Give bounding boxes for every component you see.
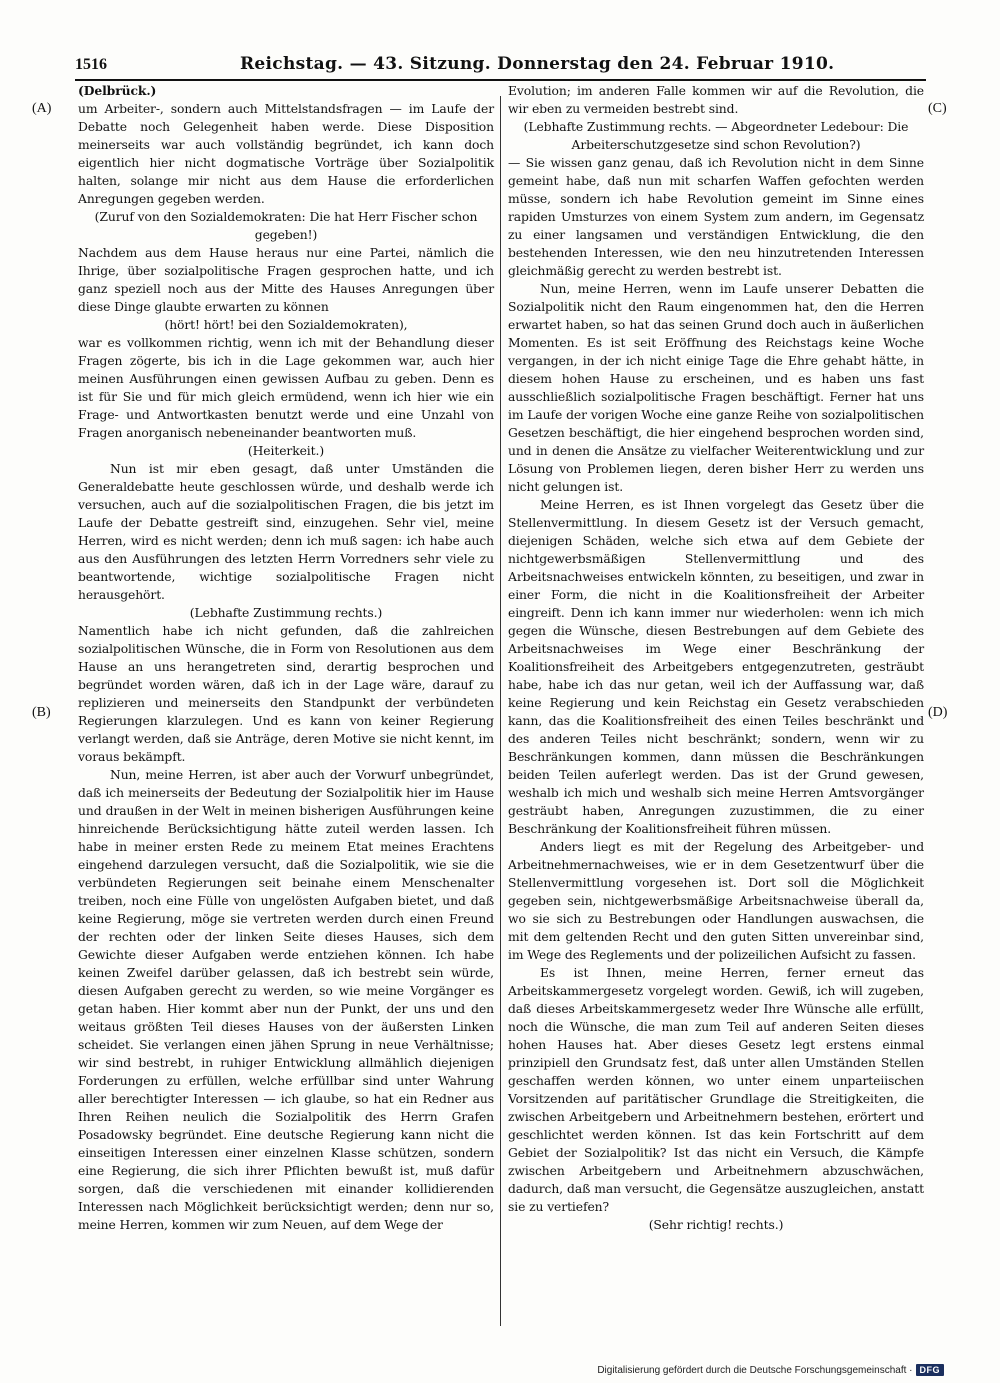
dfg-logo-icon: DFG <box>916 1364 945 1376</box>
column-divider <box>500 96 501 1326</box>
page-header <box>75 52 926 78</box>
page-number: 1516 <box>75 56 107 73</box>
interjection: (hört! hört! bei den Sozialdemokraten), <box>164 318 408 332</box>
header-rule <box>75 79 926 81</box>
paragraph: Nachdem aus dem Hause heraus nur eine Partei, nämlich die Ihrige, über sozialpolitische Fragen gesprochen hatte, und ich ganz speziell noch aus der Mitte des Hauses Anregungen über diese Dinge glaubte erwarten zu können <box>78 246 494 314</box>
speaker-tag: (Delbrück.) <box>78 83 157 98</box>
paragraph: Es ist Ihnen, meine Herren, ferner erneut das Arbeitskammergesetz vorgelegt worden. Gewiß, ich will zugeben, daß dieses Arbeitskammergesetz weder Ihre Wünsche alle erfüllt, noch die Wünsche, die man zum Teil auf anderen Seiten dieses hohen Hauses hat. Aber dieses Gesetz legt erstens einmal prinzipiell den Grundsatz fest, daß unter allen Umständen Stellen geschaffen werden können, wo unter einem unparteiischen Vorsitzenden auf paritätischer Grundlage die Streitigkeiten, die zwischen Arbeitgebern und Arbeitnehmern bestehen, erörtert und geschlichtet werden können. Ist das kein Fortschritt auf dem Gebiet der Sozialpolitik? Ist das nicht ein Versuch, die Kämpfe zwischen Arbeitgebern und Arbeitnehmern abzuschwächen, dadurch, daß man versucht, die Gegensätze auszugleichen, anstatt sie zu vertiefen? <box>508 966 924 1214</box>
digitization-credit <box>597 1364 944 1376</box>
left-column <box>78 82 494 1234</box>
paragraph: Nun, meine Herren, wenn im Laufe unserer Debatten die Sozialpolitik nicht den Raum eingenommen hat, den die Herren erwartet haben, so hat das seinen Grund doch auch in äußerlichen Momenten. Es ist seit Eröffnung des Reichstags keine Woche vergangen, in der ich nicht einige Tage die Ehre gehabt hätte, in diesem hohen Hause zu erscheinen, und es haben uns fast ausschließlich sozialpolitische Fragen beschäftigt. Ferner hat uns im Laufe der vorigen Woche eine ganze Reihe von sozialpolitischen Gesetzen beschäftigt, die hier eingehend besprochen worden sind, und in denen die Ansätze zu vielfacher Weiterentwicklung und zur Lösung von Problemen liegen, deren bisher Herr zu werden uns nicht gelungen ist. <box>508 282 924 494</box>
margin-mark-a: (A) <box>32 101 52 116</box>
paragraph: Evolution; im anderen Falle kommen wir auf die Revolution, die wir eben zu vermeiden bestrebt sind. <box>508 84 924 116</box>
margin-mark-d: (D) <box>928 705 948 720</box>
interjection: (Heiterkeit.) <box>247 444 325 458</box>
paragraph: Nun ist mir eben gesagt, daß unter Umständen die Generaldebatte heute geschlossen würde, und deshalb werde ich versuchen, auch auf die sozialpolitischen Fragen, die bis jetzt im Laufe der Debatte gestreift sind, einzugehen. Sehr viel, meine Herren, wird es nicht werden; denn ich muß sagen: ich habe auch aus den Ausführungen des letzten Herrn Vorredners sehr viele zu beantwortende, wichtige sozialpolitische Fragen nicht herausgehört. <box>78 462 494 602</box>
margin-mark-b: (B) <box>32 705 51 720</box>
paragraph: Meine Herren, es ist Ihnen vorgelegt das Gesetz über die Stellenvermittlung. In diesem Gesetz ist der Versuch gemacht, diejenigen Schäden, welche sich etwa auf dem Gebiete der nichtgewerbsmäßigen Stellenvermittlung und des Arbeitsnachweises entwickeln könnten, zu beseitigen, und zwar in einer Form, die nicht in die Koalitionsfreiheit der Arbeiter eingreift. Denn ich kann immer nur wiederholen: wenn ich mich gegen die Wünsche, diesen Bestrebungen auf dem Gebiete des Arbeitsnachweises im Wege einer Beschränkung der Koalitionsfreiheit des Arbeitgebers entgegenzutreten, gesträubt habe, habe ich das nur getan, weil ich der Auffassung war, daß keine Regierung und kein Reichstag ein Gesetz verabschieden kann, das die Koalitionsfreiheit des einen Teiles beschränkt und des anderen Teiles nicht beschränkt; sondern, wenn wir zu Beschränkungen kommen, dann müssen die Beschränkungen beiden Teilen auferlegt werden. Das ist der Grund gewesen, weshalb ich mich und weshalb sich meine Herren Amtsvorgänger gesträubt haben, Anregungen zuzustimmen, die zu einer Beschränkung der Koalitionsfreiheit führen müssen. <box>508 498 924 836</box>
interjection: (Lebhafte Zustimmung rechts.) <box>189 606 383 620</box>
interjection: (Zuruf von den Sozialdemokraten: Die hat Herr Fischer schon gegeben!) <box>94 210 478 242</box>
right-column <box>508 82 924 1234</box>
interjection: (Sehr richtig! rechts.) <box>648 1218 784 1232</box>
paragraph: Anders liegt es mit der Regelung des Arbeitgeber- und Arbeitnehmernachweises, wie er in dem Gesetzentwurf über die Stellenvermittlung vorgesehen ist. Dort soll die Möglichkeit gegeben sein, nichtgewerbsmäßige Arbeitsnachweise überall da, wo sie sich zu Bestrebungen oder Handlungen auswachsen, die mit dem geltenden Recht und den guten Sitten unvereinbar sind, im Wege des Reglements und der polizeilichen Aufsicht zu fassen. <box>508 840 924 962</box>
paragraph: Nun, meine Herren, ist aber auch der Vorwurf unbegründet, daß ich meinerseits der Bedeutung der Sozialpolitik hier im Hause und draußen in der Welt in meinen bisherigen Ausführungen keine hinreichende Berücksichtigung hätte zuteil werden lassen. Ich habe in meiner ersten Rede zu meinem Etat meines Erachtens eingehend darzulegen versucht, daß die Sozialpolitik, wie sie die verbündeten Regierungen seit beinahe einem Menschenalter treiben, noch eine Fülle von ungelösten Aufgaben bietet, und daß keine Regierung, möge sie vertreten werden durch einen Freund der rechten oder der linken Seite dieses Hauses, sich dem Gewichte dieser Aufgaben werde entziehen können. Ich habe keinen Zweifel darüber gelassen, daß ich bestrebt sein würde, diesen Aufgaben gerecht zu werden, so wie meine Vorgänger es getan haben. Hier kommt aber nun der Punkt, der uns und den weitaus größten Teil dieses Hauses von der äußersten Linken scheidet. Sie verlangen einen jähen Sprung in neue Verhältnisse; wir sind bestrebt, in ruhiger Entwicklung allmählich diejenigen Forderungen zu erfüllen, welche erfüllbar sind unter Wahrung aller berechtigter Interessen — ich glaube, so hat ein Redner aus Ihren Reihen neulich die Sozialpolitik des Herrn Grafen Posadowsky begründet. Eine deutsche Regierung kann nicht die einseitigen Interessen einer einzelnen Klasse schützen, sondern eine Regierung, die sich ihrer Pflichten bewußt ist, muß dafür sorgen, daß die verschiedenen mit einander kollidierenden Interessen nach Möglichkeit berücksichtigt werden; denn nur so, meine Herren, kommen wir zum Neuen, auf dem Wege der <box>78 768 494 1232</box>
paragraph: um Arbeiter-, sondern auch Mittelstandsfragen — im Laufe der Debatte noch Gelegenheit haben werde. Diese Disposition meinerseits war auch vollständig begründet, ich kann doch eigentlich hier nicht dogmatische Vorträge über Sozialpolitik halten, solange mir nicht aus dem Hause die erforderlichen Anregungen gegeben werden. <box>78 102 494 206</box>
paragraph: — Sie wissen ganz genau, daß ich Revolution nicht in dem Sinne gemeint habe, daß nun mit scharfen Waffen gefochten werden müsse, sondern ich habe Revolution gemeint im Sinne eines rapiden Umsturzes von einem System zum andern, im Gegensatz zu einer langsamen und verständigen Entwicklung, die den bestehenden Interessen, wie den neu hinzutretenden Interessen gleichmäßig gerecht zu werden bestrebt ist. <box>508 156 924 278</box>
interjection: (Lebhafte Zustimmung rechts. — Abgeordneter Ledebour: Die Arbeiterschutzgesetze sind schon Revolution?) <box>523 120 909 152</box>
running-head: Reichstag. — 43. Sitzung. Donnerstag den 24. Februar 1910. <box>240 54 835 74</box>
paragraph: war es vollkommen richtig, wenn ich mit der Behandlung dieser Fragen zögerte, bis ich in die Lage gekommen war, auch hier meinen Ausführungen einen gewissen Aufbau zu geben. Denn es ist für Sie und für mich gleich ermüdend, wenn ich hier wie ein Frage- und Antwortkasten benutzt werde und eine Unzahl von Fragen anorganisch nebeneinander beantworten muß. <box>78 336 494 440</box>
margin-mark-c: (C) <box>928 101 947 116</box>
credit-text: Digitalisierung gefördert durch die Deutsche Forschungsgemeinschaft · <box>597 1364 913 1376</box>
paragraph: Namentlich habe ich nicht gefunden, daß die zahlreichen sozialpolitischen Wünsche, die in Form von Resolutionen aus dem Hause an uns herangetreten sind, derartig besprochen und begründet worden wären, daß ich in der Lage wäre, darauf zu replizieren und meinerseits den Standpunkt der verbündeten Regierungen klarzulegen. Und es kann von keiner Regierung verlangt werden, daß sie Anträge, deren Motive sie nicht kennt, im voraus bekämpft. <box>78 624 494 764</box>
